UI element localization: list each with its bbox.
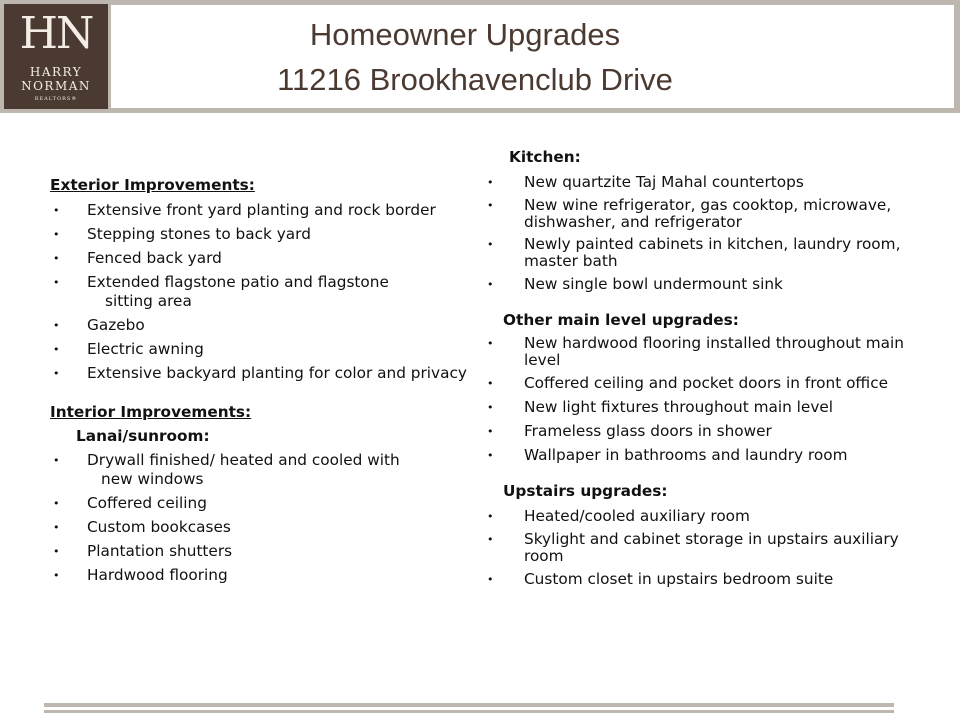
interior-list: [50, 451, 490, 585]
list-item: • New wine refrigerator, gas cooktop, microwave, dishwasher, and refrigerator: [487, 196, 892, 231]
list-item: • Heated/cooled auxiliary room: [487, 507, 750, 525]
list-item: • Gazebo: [53, 316, 145, 334]
list-item: • Custom closet in upstairs bedroom suite: [487, 570, 834, 588]
upstairs-heading: Upstairs upgrades:: [503, 482, 668, 500]
list-item: • Electric awning: [53, 340, 204, 358]
kitchen-heading: Kitchen:: [509, 148, 581, 166]
bullet-icon: •: [53, 343, 60, 356]
bullet-icon: •: [53, 228, 60, 241]
bullet-icon: •: [487, 573, 494, 586]
bullet-icon: •: [487, 199, 494, 212]
bullet-icon: •: [53, 319, 60, 332]
list-item: • New light fixtures throughout main level: [487, 398, 834, 416]
page-address: 11216 Brookhavenclub Drive: [277, 62, 673, 97]
bullet-icon: •: [487, 533, 494, 546]
list-item-continuation: sitting area: [105, 292, 192, 310]
bullet-icon: •: [53, 252, 60, 265]
logo-name-line1: HARRY: [29, 65, 83, 79]
list-item-continuation: new windows: [101, 470, 204, 488]
main-level-heading: Other main level upgrades:: [503, 311, 739, 329]
bullet-icon: •: [53, 545, 60, 558]
list-item: • Coffered ceiling and pocket doors in front office: [487, 374, 889, 392]
bullet-icon: •: [53, 454, 60, 467]
bullet-icon: •: [487, 510, 494, 523]
bullet-icon: •: [487, 449, 494, 462]
bullet-icon: •: [487, 377, 494, 390]
interior-heading: Interior Improvements:: [50, 403, 252, 421]
logo-monogram: HN: [19, 8, 93, 59]
bullet-icon: •: [487, 238, 494, 251]
list-item: • Frameless glass doors in shower: [487, 422, 772, 440]
list-item: • Stepping stones to back yard: [53, 225, 311, 243]
bullet-icon: •: [53, 569, 60, 582]
list-item: • Newly painted cabinets in kitchen, laundry room, master bath: [487, 235, 901, 270]
logo-subtitle: REALTORS®: [34, 96, 78, 102]
list-item: • Coffered ceiling: [53, 494, 207, 512]
bullet-icon: •: [487, 401, 494, 414]
page-title: Homeowner Upgrades: [309, 17, 621, 52]
right-column: [487, 148, 937, 594]
list-item: • Extensive front yard planting and rock border: [53, 201, 436, 219]
bullet-icon: •: [487, 425, 494, 438]
list-item: • New quartzite Taj Mahal countertops: [487, 173, 804, 191]
list-item: • Hardwood flooring: [53, 566, 228, 584]
list-item: • Extended flagstone patio and flagstone sitting area: [50, 273, 490, 311]
exterior-list: [50, 201, 490, 383]
main-level-list: [487, 335, 937, 465]
kitchen-list: [487, 173, 937, 294]
bullet-icon: •: [53, 367, 60, 380]
harry-norman-logo: [4, 4, 108, 109]
list-item: • New single bowl undermount sink: [487, 275, 783, 293]
bullet-icon: •: [487, 176, 494, 189]
bullet-icon: •: [487, 278, 494, 291]
footer-rule-top: [44, 703, 894, 707]
list-item: • Wallpaper in bathrooms and laundry room: [487, 446, 848, 464]
logo-name-line2: NORMAN: [21, 79, 91, 93]
bullet-icon: •: [53, 521, 60, 534]
list-item: • Drywall finished/ heated and cooled with new windows: [50, 451, 490, 489]
footer-rule-bottom: [44, 710, 894, 713]
exterior-heading: Exterior Improvements:: [50, 176, 255, 194]
bullet-icon: •: [487, 337, 494, 350]
bullet-icon: •: [53, 497, 60, 510]
list-item: • Plantation shutters: [53, 542, 233, 560]
list-item: • Fenced back yard: [53, 249, 222, 267]
bullet-icon: •: [53, 204, 60, 217]
list-item: • Extensive backyard planting for color and privacy: [53, 364, 467, 382]
list-item: • Skylight and cabinet storage in upstairs auxiliary room: [487, 530, 899, 565]
upstairs-list: [487, 507, 937, 589]
list-item: • Custom bookcases: [53, 518, 231, 536]
lanai-subheading: Lanai/sunroom:: [76, 427, 210, 445]
bullet-icon: •: [53, 276, 60, 289]
left-column: [50, 176, 490, 590]
list-item: • New hardwood flooring installed throughout main level: [487, 334, 904, 369]
